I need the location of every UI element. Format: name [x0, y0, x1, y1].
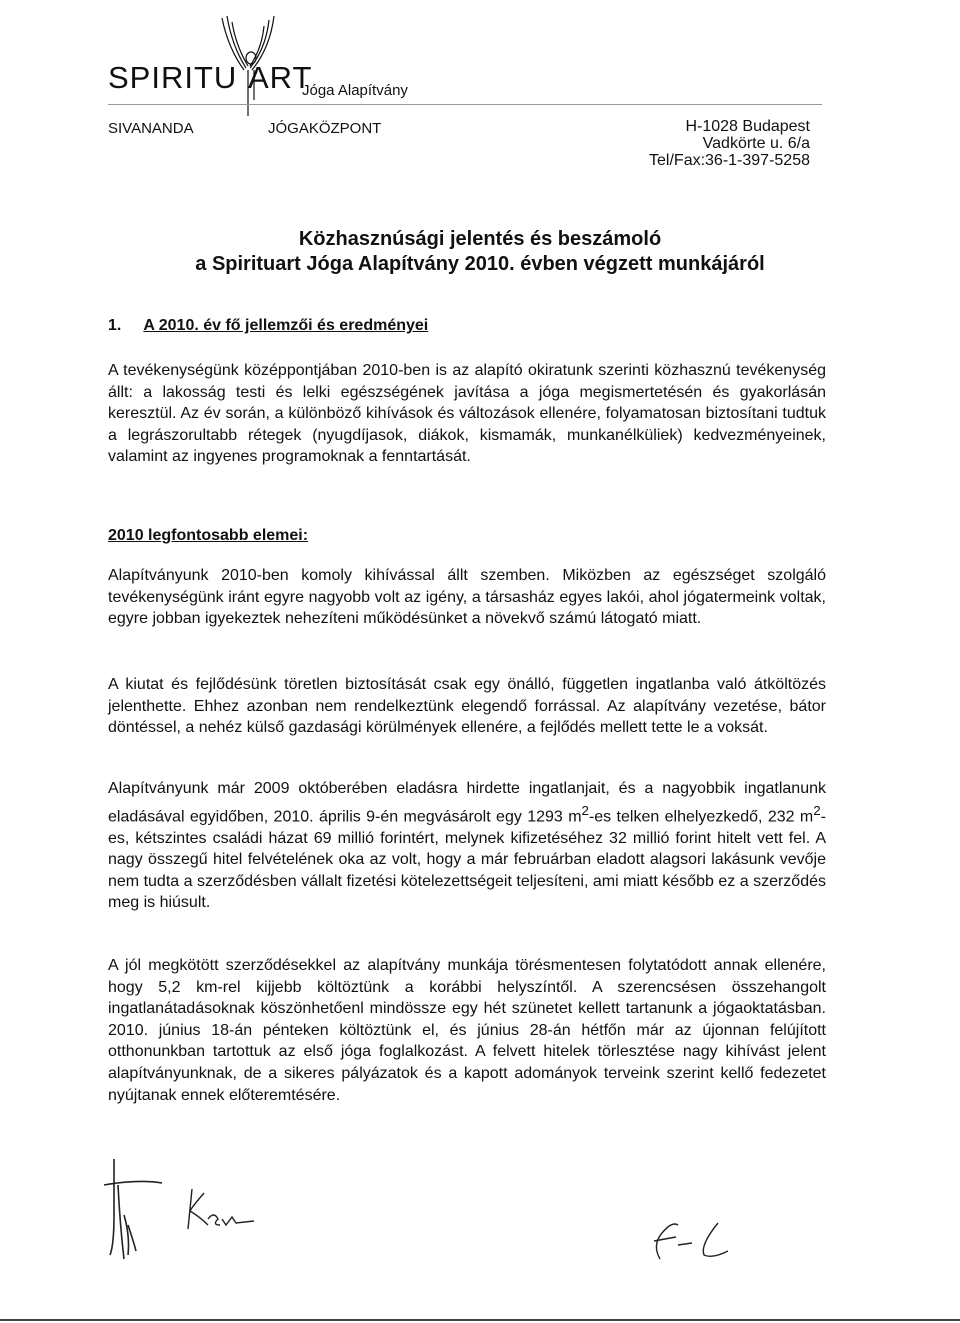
- paragraph-4-part-a: Alapítványunk már 2009 októberében eladásra hirdette ingatlanjait, és a nagyobbik ingatlanunk eladásával egyidőben, 2010. április 9-én megvásárolt egy 1293 m: [108, 780, 826, 825]
- tag-right: JÓGAKÖZPONT: [268, 120, 382, 137]
- address-line: Tel/Fax:36-1-397-5258: [649, 152, 810, 169]
- address-block: [649, 118, 810, 169]
- paragraph-4: [108, 778, 826, 914]
- paragraph-4-part-b: -es telken elhelyezkedő, 232 m: [588, 807, 814, 825]
- paragraph-2: Alapítványunk 2010-ben komoly kihívással állt szemben. Miközben az egészséget szolgáló tevékenységünk iránt egyre nagyobb volt az igény, a társasház egyes lakói, ahol jógatermeink voltak, egyre jobban igyekeztek nehezíteni működésünket a növekvő számú látogató miatt.: [108, 567, 826, 628]
- paragraph-3: A kiutat és fejlődésünk töretlen biztosítását csak egy önálló, független ingatlanba való átköltözés jelenthette. Ehhez azonban nem rendelkeztünk elegendő forrással. Az alapítvány vezetése, bátor döntéssel, a nehéz külső gazdasági körülmények ellenére, a fejlődés mellett tette le a voksát.: [108, 676, 826, 737]
- signature-2: [186, 1185, 256, 1240]
- paragraph-4-part-c: -es, kétszintes családi házat 69 millió forintért, melynek kifizetéséhez 32 millió forint hitelt vett fel. A nagy összegű hitel felvételének oka az volt, hogy a már februárban eladott alagsori lakásunk vevője nem tudta a szerződésben vállalt fizetési kötelezettségeit teljesíteni, ami miatt később ez a szerződés meg is hiúsult.: [108, 807, 826, 912]
- section-number: 1.: [108, 317, 122, 334]
- address-line: H-1028 Budapest: [685, 118, 810, 135]
- brand-right: ART: [248, 60, 313, 95]
- signature-1: [100, 1155, 170, 1270]
- paragraph-1: A tevékenységünk középpontjában 2010-ben is az alapító okiratunk szerinti közhasznú tevékenység állt: a lakosság testi és lelki egészségének javítása a jóga megismertetésén és gyakorlásán keresztül. Az év során, a különböző kihívások és változások ellenére, folyamatosan biztosítani tudtuk a legrászorultabb rétegek (nyugdíjasok, diákok, kismamák, munkanélküliek) kedvezményeinek, valamint az ingyenes programoknak a fenntartását.: [108, 362, 826, 466]
- superscript: 2: [581, 802, 589, 818]
- subheading: 2010 legfontosabb elemei:: [108, 527, 309, 544]
- section-heading: [108, 317, 428, 335]
- brand-left: SPIRITU: [108, 60, 238, 95]
- address-line: Vadkörte u. 6/a: [702, 135, 810, 152]
- brand-subtitle: Jóga Alapítvány: [302, 82, 408, 99]
- letterhead-divider: [108, 104, 822, 105]
- paragraph-5: A jól megkötött szerződésekkel az alapítvány munkája törésmentesen folytatódott annak ellenére, hogy 5,2 km-rel kijjebb költöztünk a korábbi helyszíntől. A szerencsésen összehangolt ingatlanátadásoknak köszönhetőenl mindössze egy hét szünetet kellett tartanunk a jógaoktatásban. 2010. június 18-án pénteken költöztünk el, és június 28-án hétfőn már az újonnan felújított otthonunkban tartottuk az első jóga foglalkozást. A felvett hitelek törlesztése nagy kihívást jelent alapítványunknak, de a sikeres pályázatok és a kapott adományok terveink szerint kellő fedezetet nyújtanak ennek előteremtésére.: [108, 957, 826, 1104]
- signature-3: [648, 1215, 738, 1270]
- superscript: 2: [813, 802, 821, 818]
- tag-left: SIVANANDA: [108, 120, 194, 137]
- document-title-line1: Közhasznúsági jelentés és beszámoló: [298, 228, 662, 250]
- section-heading-text: A 2010. év fő jellemzői és eredményei: [143, 317, 429, 334]
- document-title-line2: a Spirituart Jóga Alapítvány 2010. évben végzett munkájáról: [195, 253, 765, 275]
- scan-edge: [0, 1319, 960, 1321]
